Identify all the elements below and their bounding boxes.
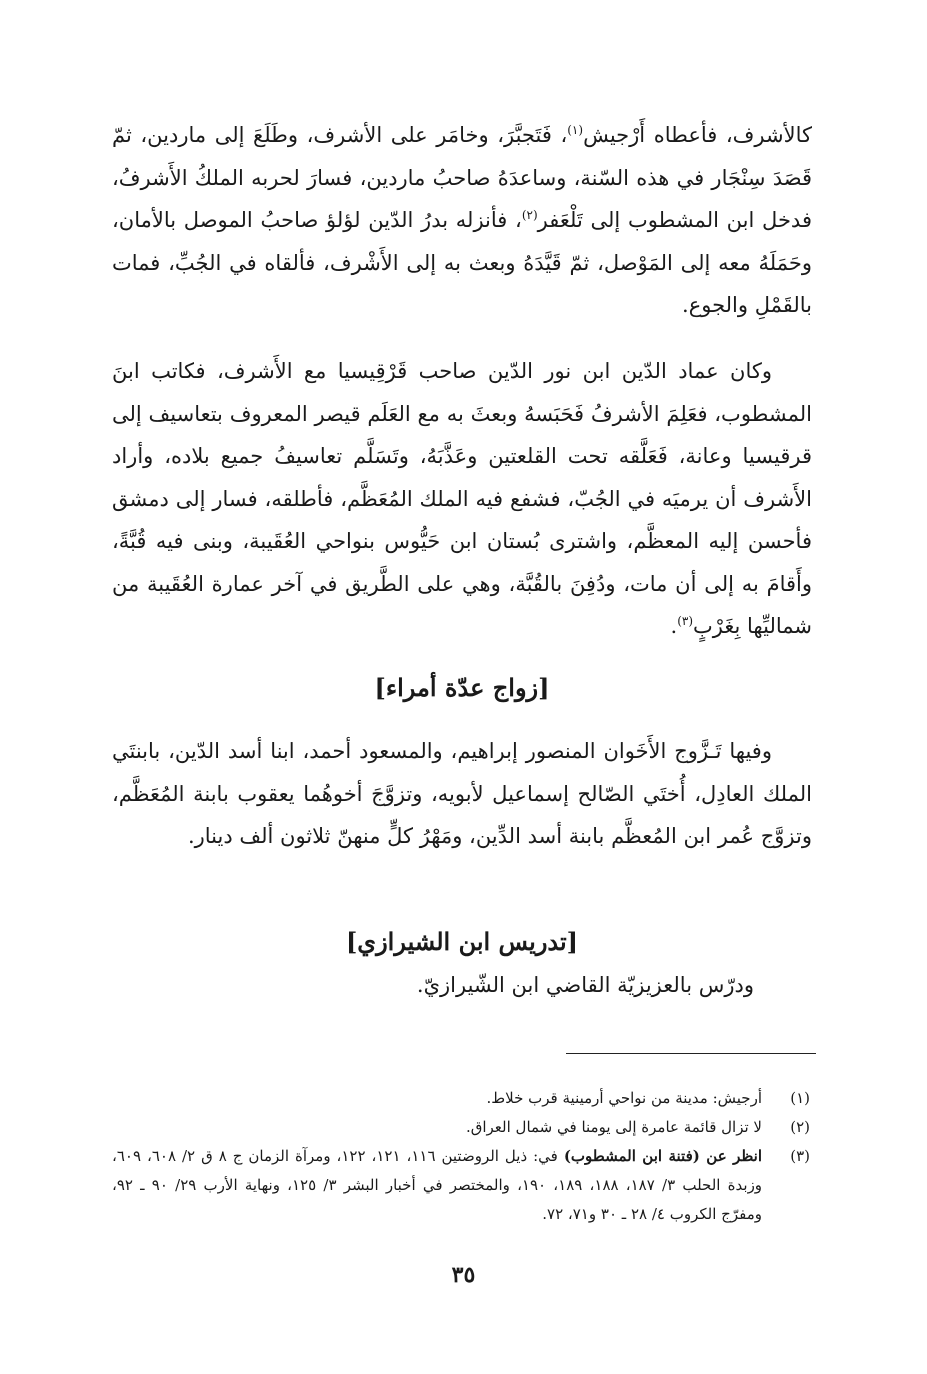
paragraph-2-body [112, 350, 812, 648]
footnote-text: أرجيش: مدينة من نواحي أرمينية قرب خلاط. [486, 1089, 762, 1107]
paragraph-1 [112, 114, 812, 327]
footnotes [112, 1084, 814, 1229]
footnote-2 [112, 1113, 814, 1142]
paragraph-3-body: وفيها تَـزَّوج الأَخَوان المنصور إبراهيم، والمسعود أحمد، ابنا أسد الدّين، بابنتَي الملك العادِل، أُختَي الصّالح إسماعيل لأبويه، وتزوَّجَ أخوهُما يعقوب بابنة المُعَظَّم، وتزوَّج عُمر ابن المُعظَّم بابنة أسد الدِّين، ومَهْرُ كلٍّ منهنّ ثلاثون ألف دينار. [112, 739, 812, 848]
footnote-text: في: ذيل الروضتين ١١٦، ١٢١، ١٢٢، ومرآة الزمان ج ٨ ق ٢/ ٦٠٨، ٦٠٩، وزبدة الحلب ٣/ ١٨٧، ١٨٨، ١٨٩، ١٩٠، والمختصر في أخبار البشر ٣/ ١٢٥، ونهاية الأرب ٢٩/ ٩٠ ـ ٩٢، ومفرّج الكروب ٤/ ٢٨ ـ ٣٠ و٧١، ٧٢. [112, 1147, 763, 1223]
paragraph-1-part-2: ، فَتَجبَّرَ، وخامَر على الأشرف، وطَلَعَ إلى ماردين، ثمّ قَصَدَ سِنْجَار في هذه السّنة، وساعدَهُ صاحبُ ماردين، فسارَ لحربه الملكُ الأَشرفُ، فدخل ابن المشطوب إلى تَلْعَفر [112, 123, 812, 232]
paragraph-4-body: ودرّس بالعزيزيّة القاضي ابن الشّيرازيّ. [416, 973, 754, 997]
footnote-separator [566, 1053, 816, 1054]
footnote-ref-3[interactable]: (٣) [677, 614, 694, 628]
footnote-text: لا تزال قائمة عامرة إلى يومنا في شمال العراق. [465, 1118, 762, 1136]
paragraph-3 [112, 730, 812, 858]
paragraph-1-part-1: كالأشرف، فأعطاه أَرْجيش [583, 123, 812, 147]
page-number: ٣٥ [451, 1262, 476, 1288]
heading-teaching: [تدريس ابن الشيرازي] [345, 927, 579, 956]
paragraph-2-part-2: . [670, 614, 678, 638]
footnote-1 [112, 1084, 814, 1113]
footnote-bold-lead: انظر عن (فتنة ابن المشطوب) [563, 1147, 762, 1165]
paragraph-4 [112, 964, 812, 1007]
paragraph-2 [112, 350, 812, 648]
footnote-text-container [112, 1142, 762, 1229]
footnote-ref-2[interactable]: (٢) [521, 208, 538, 222]
heading-marriages: [زواج عدّة أمراء] [374, 673, 550, 702]
footnote-ref-1[interactable]: (١) [567, 123, 584, 137]
paragraph-1-part-3: ، فأنزله بدرُ الدّين لؤلؤ صاحبُ الموصل بالأمان، وحَمَلَهُ معه إلى المَوْصل، ثمّ قَيَّدَهُ وبعث به إلى الأَشْرف، فألقاه في الجُبِّ، فمات بالقَمْلِ والجوع. [112, 208, 812, 317]
paragraph-2-part-1: وكان عماد الدّين ابن نور الدّين صاحب قَرْقِيسيا مع الأَشرف، فكاتب ابنَ المشطوب، فعَلِمَ الأشرفُ فَحَبَسهُ وبعثَ به مع العَلَم قيصر المعروف بتعاسيف إلى قرقيسيا وعانة، فَعَلَّقه تحت القلعتين وعَذَّبَهُ، وتَسَلَّم تعاسيفُ جميع بلاده، وأراد الأَشرف أن يرميَه في الجُبّ، فشفع فيه الملك المُعَظَّم، فأطلقه، فسار إلى دمشق فأحسن إليه المعظَّم، واشترى بُستان ابن حَيُّوس بنواحي العُقَيبة، وبنى فيه قُبَّةً، وأَقامَ به إلى أن مات، ودُفِنَ بالقُبَّة، وهي على الطَّريق في آخر عمارة العُقَيبة من شماليِّها بِغَرْبٍ [112, 359, 812, 638]
footnote-number: (٣) [790, 1147, 810, 1165]
footnote-number: (١) [790, 1089, 810, 1107]
footnote-3 [112, 1142, 814, 1229]
footnote-number: (٢) [790, 1118, 810, 1136]
